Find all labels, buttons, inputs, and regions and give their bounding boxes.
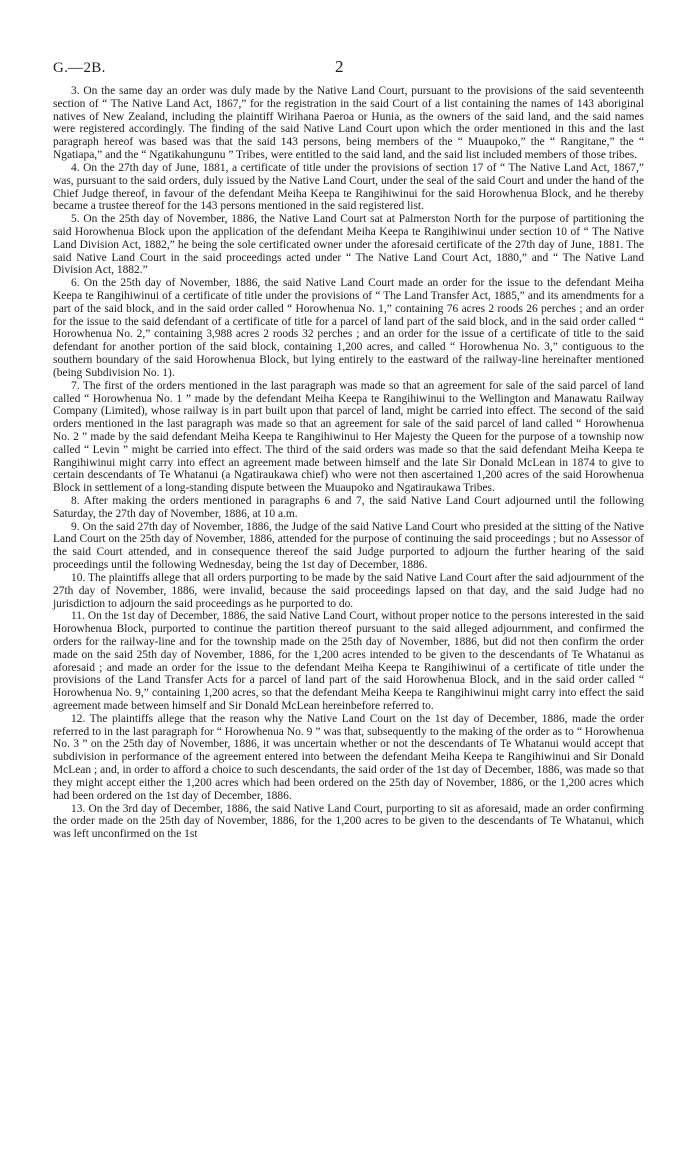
paragraph-8: 8. After making the orders mentioned in paragraphs 6 and 7, the said Native Land Court adjourned until the following Saturday, the 27th day of November, 1886, at 10 a.m. xyxy=(53,495,644,520)
paragraph-5: 5. On the 25th day of November, 1886, the Native Land Court sat at Palmerston North for the purpose of partitioning the said Horowhenua Block upon the application of the defendant Meiha Keepa te Rangihiwinui under section 10 of “ The Native Land Division Act, 1882,” he being the sole certificated owner under the aforesaid certificate of the 27th day of June, 1881. The said Native Land Court in the said proceedings acted under “ The Native Land Court Act, 1880,” and “ The Native Land Division Act, 1882.” xyxy=(53,213,644,277)
paragraph-7: 7. The first of the orders mentioned in the last paragraph was made so that an agreement for sale of the said parcel of land called “ Horowhenua No. 1 ” made by the defendant Meiha Keepa te Rangihiwinui to the Wellington and Manawatu Railway Company (Limited), whose railway is in part built upon that parcel of land, might be carried into effect. The second of the said orders mentioned in the last paragraph was made so that an agreement for sale of the said parcel of land called “ Horowhenua No. 2 ” made by the said defendant Meiha Keepa te Rangihiwinui to Her Majesty the Queen for the purpose of a township now called “ Levin ” might be carried into effect. The third of the said orders was made so that the said defendant Meiha Keepa te Rangihiwinui might carry into effect an agreement made between himself and the late Sir Donald McLean in 1874 to give to certain descendants of Te Whatanui (a Ngatiraukawa chief) who were not then ascertained 1,200 acres of the said Horowhenua Block in settlement of a long-standing dispute between the Muaupoko and Ngatiraukawa Tribes. xyxy=(53,379,644,495)
page-header xyxy=(53,0,644,85)
document-body xyxy=(53,85,644,841)
paragraph-3: 3. On the same day an order was duly made by the Native Land Court, pursuant to the provisions of the said seventeenth section of “ The Native Land Act, 1867,” for the registration in the said Court of a list containing the names of 143 aboriginal natives of New Zealand, including the plaintiff Wirihana Paeroa or Hunia, as the owners of the said land, and the said names were registered accordingly. The finding of the said Native Land Court upon which the order mentioned in this and the last paragraph hereof was based was that the said 143 persons, being members of the “ Muaupoko,” the “ Rangitane,” the “ Ngatiapa,” and the “ Ngatikahungunu ” Tribes, were entitled to the said land, and the said list included members of those tribes. xyxy=(53,85,644,162)
paragraph-12: 12. The plaintiffs allege that the reason why the Native Land Court on the 1st day of December, 1886, made the order referred to in the last paragraph for “ Horowhenua No. 9 ” was that, subsequently to the making of the order as to “ Horowhenua No. 3 ” on the 25th day of November, 1886, it was uncertain whether or not the descendants of Te Whatanui would accept that subdivision in performance of the agreement entered into between the defendant Meiha Keepa te Rangihiwinui and Sir Donald McLean ; and, in order to afford a choice to such descendants, the said order of the 1st day of December, 1886, was made so that they might accept either the 1,200 acres which had been ordered on the 25th day of November, 1886, or the 1,200 acres which had been ordered on the 1st day of December, 1886. xyxy=(53,712,644,802)
paragraph-13: 13. On the 3rd day of December, 1886, the said Native Land Court, purporting to sit as aforesaid, made an order confirming the order made on the 25th day of November, 1886, for the 1,200 acres to be given to the descendants of Te Whatanui, which was left unconfirmed on the 1st xyxy=(53,802,644,841)
paragraph-6: 6. On the 25th day of November, 1886, the said Native Land Court made an order for the issue to the defendant Meiha Keepa te Rangihiwinui of a certificate of title under the provisions of “ The Land Transfer Act, 1885,” and its amendments for a part of the said block, and in the said order called “ Horowhenua No. 1,” containing 76 acres 2 roods 26 perches ; and an order for the issue to the said defendant of a certificate of title for a parcel of land part of the said block, and in the said order called “ Horowhenua No. 2,” containing 3,988 acres 2 roods 32 perches ; and an order for the issue of a certificate of title to the said defendant for another portion of the said block, containing 1,200 acres, and called “ Horowhenua No. 3,” contiguous to the southern boundary of the said Horowhenua Block, but lying entirely to the eastward of the railway-line hereinafter mentioned (being Subdivision No. 1). xyxy=(53,277,644,379)
paragraph-4: 4. On the 27th day of June, 1881, a certificate of title under the provisions of section 17 of “ The Native Land Act, 1867,” was, pursuant to the said orders, duly issued by the Native Land Court, under the seal of the said Court and under the hand of the Chief Judge thereof, in favour of the defendant Meiha Keepa te Rangihiwinui for the said Horowhenua Block, and he thereby became a trustee thereof for the 143 persons mentioned in the said registered list. xyxy=(53,161,644,213)
paragraph-10: 10. The plaintiffs allege that all orders purporting to be made by the said Native Land Court after the said adjournment of the 27th day of November, 1886, were invalid, because the said proceedings lapsed on that day, and the said Judge had no jurisdiction to adjourn the said proceedings as he purported to do. xyxy=(53,571,644,610)
document-reference: G.—2B. xyxy=(53,60,106,76)
page-number: 2 xyxy=(335,57,344,76)
paragraph-9: 9. On the said 27th day of November, 1886, the Judge of the said Native Land Court who presided at the sitting of the Native Land Court on the 25th day of November, 1886, attended for the purpose of continuing the said proceedings ; but no Assessor of the said Court attended, and in consequence thereof the said Judge purported to adjourn the further hearing of the said proceedings until the following Wednesday, being the 1st day of December, 1886. xyxy=(53,520,644,572)
paragraph-11: 11. On the 1st day of December, 1886, the said Native Land Court, without proper notice to the persons interested in the said Horowhenua Block, purported to continue the partition thereof pursuant to the said alleged adjournment, and confirmed the orders for the railway-line and for the township made on the 25th day of November, 1886, but did not then confirm the order made on the said 25th day of November, 1886, for the 1,200 acres intended to be given to the descendants of Te Whatanui as aforesaid ; and made an order for the issue to the defendant Meiha Keepa te Rangihiwinui of a certificate of title under the provisions of the Land Transfer Acts for a parcel of land part of the said Horowhenua Block, and in the said order called “ Horowhenua No. 9,” containing 1,200 acres, so that the defendant Meiha Keepa te Rangihiwinui might carry into effect the said agreement made between himself and Sir Donald McLean hereinbefore referred to. xyxy=(53,610,644,712)
